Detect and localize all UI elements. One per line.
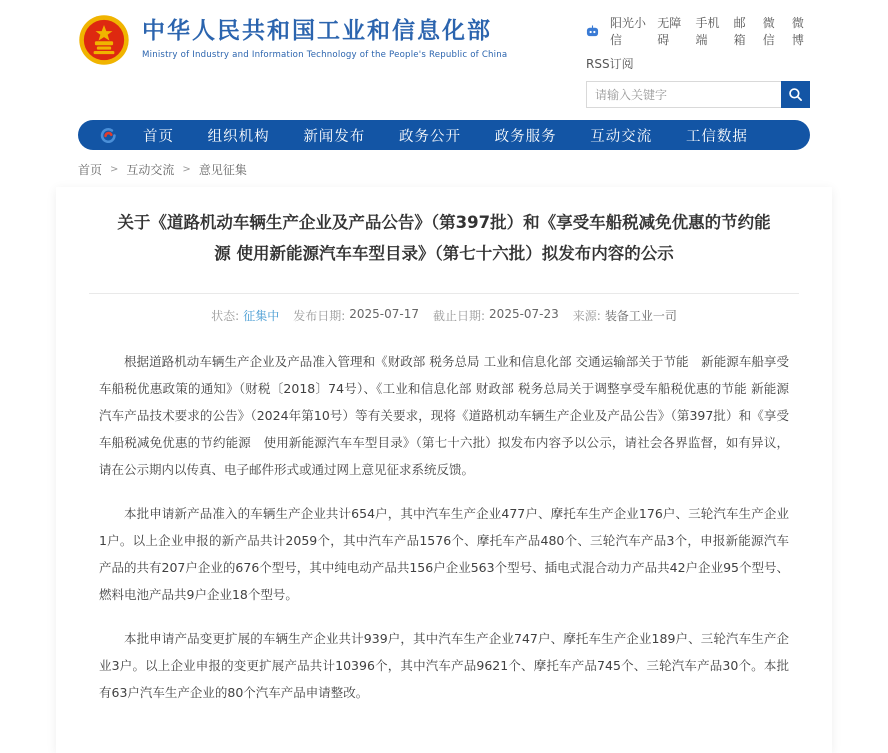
search-input[interactable]	[586, 81, 781, 108]
article-card	[56, 187, 832, 753]
status-label: 状态:	[211, 309, 240, 323]
rss-link[interactable]: RSS订阅	[586, 57, 634, 71]
nav-item-news[interactable]: 新闻发布	[303, 128, 366, 145]
nav-items	[143, 125, 788, 146]
site-header	[78, 0, 810, 108]
source-value: 装备工业一司	[604, 309, 677, 323]
nav-item-gov-disclosure[interactable]: 政务公开	[398, 128, 461, 145]
deadline-label: 截止日期:	[433, 309, 486, 323]
status-badge: 征集中	[243, 309, 280, 323]
article-paragraph: 根据道路机动车辆生产企业及产品准入管理和《财政部 税务总局 工业和信息化部 交通运输部关于节能 新能源车船享受车船税优惠政策的通知》（财税〔2018〕74号）、《工业和信息化部 财政部 税务总局关于调整享受车船税优惠的节能 新能源汽车产品技术要求的公告》（2024年第10号）等有关要求，现将《道路机动车辆生产企业及产品公告》（第397批）和《享受车船税减免优惠的节约能源 使用新能源汽车车型目录》（第七十六批）拟发布内容予以公示，请社会各界监督，如有异议，请在公示期内以传真、电子邮件形式或通过网上意见征求系统反馈。	[99, 354, 789, 477]
publish-date-label: 发布日期:	[293, 309, 346, 323]
breadcrumb-separator: >	[182, 164, 191, 175]
search-bar	[586, 81, 810, 108]
miit-logo-icon	[100, 127, 117, 144]
national-emblem-icon	[78, 14, 130, 66]
nav-item-data[interactable]: 工信数据	[685, 128, 748, 145]
article-paragraph: 本批申请新产品准入的车辆生产企业共计654户，其中汽车生产企业477户、摩托车生产企业176户、三轮汽车生产企业1户。以上企业申报的新产品共计2059个，其中汽车产品1576个、摩托车产品480个、三轮汽车产品3个，申报新能源汽车产品的共有207户企业的676个型号，其中纯电动产品共156户企业563个型号、插电式混合动力产品共42户企业95个型号、燃料电池产品共9户企业18个型号。	[99, 506, 789, 602]
meta-source	[573, 307, 677, 324]
breadcrumb-interaction[interactable]: 互动交流	[126, 163, 175, 177]
publish-date-value: 2025-07-17	[349, 307, 419, 321]
meta-deadline	[433, 307, 559, 324]
article-title: 关于《道路机动车辆生产企业及产品公告》（第397批）和《享受车船税减免优惠的节约能源 使用新能源汽车车型目录》（第七十六批）拟发布内容的公示	[117, 213, 771, 263]
top-links	[586, 14, 810, 48]
deadline-value: 2025-07-23	[489, 307, 559, 321]
meta-status	[211, 307, 279, 324]
top-link-mailbox[interactable]: 邮箱	[733, 16, 746, 47]
nav-item-home[interactable]: 首页	[143, 128, 174, 145]
site-title: 中华人民共和国工业和信息化部	[142, 18, 492, 44]
breadcrumb-home[interactable]: 首页	[78, 163, 103, 177]
top-link-wechat[interactable]: 微信	[762, 16, 775, 47]
meta-publish-date	[293, 307, 419, 324]
source-label: 来源:	[572, 309, 601, 323]
article-paragraph: 本批申请产品变更扩展的车辆生产企业共计939户，其中汽车生产企业747户、摩托车生产企业189户、三轮汽车生产企业3户。以上企业申报的变更扩展产品共计10396个，其中汽车产品9621个、摩托车产品745个、三轮汽车产品30个。本批有63户汽车生产企业的80个汽车产品申请整改。	[99, 631, 789, 700]
top-link-weibo[interactable]: 微博	[791, 16, 804, 47]
top-link-assistant[interactable]: 阳光小信	[610, 16, 647, 47]
top-link-mobile[interactable]: 手机端	[695, 16, 720, 47]
breadcrumb-separator: >	[110, 164, 119, 175]
breadcrumb-opinion-collection[interactable]: 意见征集	[198, 163, 247, 177]
breadcrumb	[78, 150, 810, 185]
brand-text	[142, 14, 507, 60]
search-button[interactable]	[781, 81, 810, 108]
page-header-container	[78, 0, 810, 185]
assistant-robot-icon	[586, 25, 599, 38]
article-meta	[99, 294, 789, 348]
site-brand[interactable]	[78, 14, 507, 108]
site-subtitle: Ministry of Industry and Information Technology of the People's Republic of China	[142, 49, 508, 60]
main-nav	[78, 120, 810, 150]
nav-item-organization[interactable]: 组织机构	[207, 128, 270, 145]
nav-item-gov-services[interactable]: 政务服务	[494, 128, 557, 145]
search-icon	[788, 87, 803, 102]
top-link-accessibility[interactable]: 无障碍	[657, 16, 682, 47]
nav-item-interaction[interactable]: 互动交流	[590, 128, 653, 145]
article-body	[99, 348, 789, 706]
header-right	[586, 14, 810, 108]
